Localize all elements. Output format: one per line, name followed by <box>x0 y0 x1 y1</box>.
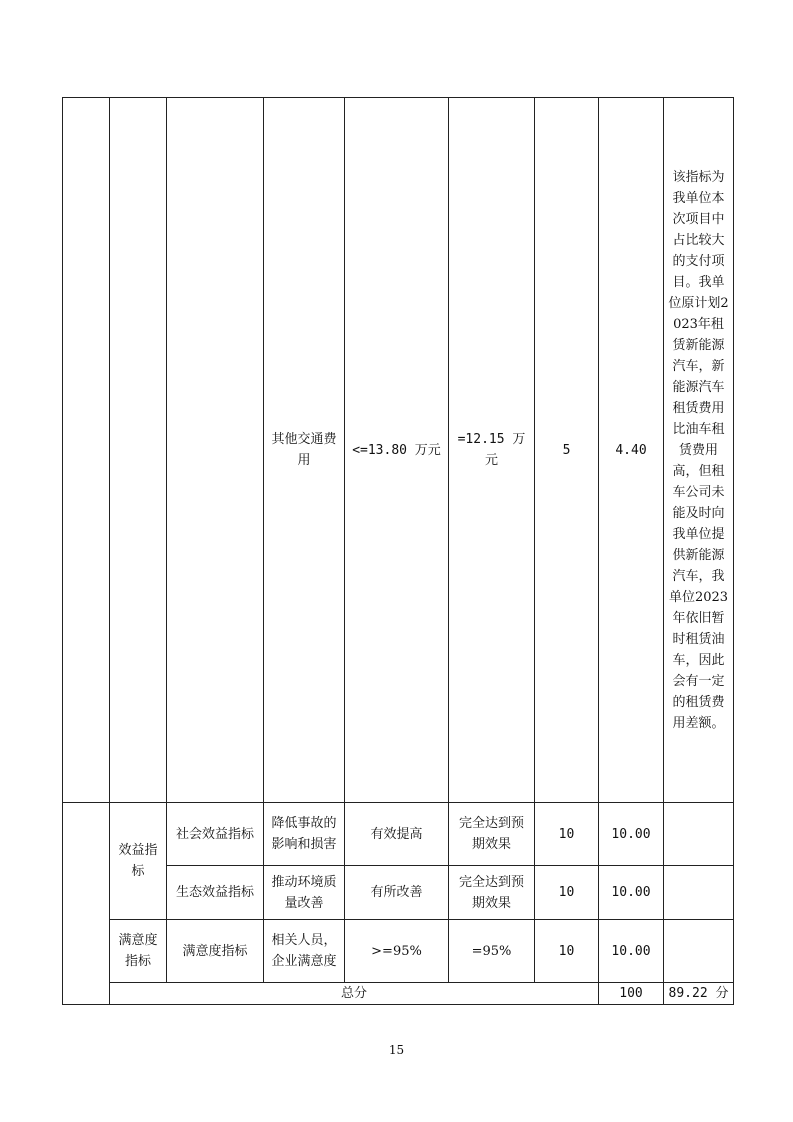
table-row-total <box>63 983 734 1005</box>
weight-cell: 10 <box>535 920 599 983</box>
table-row-traffic <box>63 98 734 803</box>
total-label: 总分 <box>110 983 599 1005</box>
actual-cell: =12.15 万元 <box>449 98 535 803</box>
second-level-cell <box>110 98 167 803</box>
target-cell: <=13.80 万元 <box>345 98 449 803</box>
page-number: 15 <box>388 1043 405 1057</box>
first-level-cell <box>63 98 110 803</box>
score-cell: 10.00 <box>599 920 664 983</box>
score-cell: 4.40 <box>599 98 664 803</box>
table-row-social <box>63 803 734 866</box>
note-cell <box>664 803 734 866</box>
weight-cell: 10 <box>535 803 599 866</box>
table-row-satisfaction <box>63 920 734 983</box>
actual-cell: 完全达到预期效果 <box>449 803 535 866</box>
target-cell: >=95% <box>345 920 449 983</box>
indicator-cell: 推动环境质量改善 <box>264 866 345 920</box>
note-cell <box>664 866 734 920</box>
indicator-cell: 降低事故的影响和损害 <box>264 803 345 866</box>
weight-cell: 10 <box>535 866 599 920</box>
subcategory-cell: 社会效益指标 <box>167 803 264 866</box>
category-cell-satisfaction: 满意度指标 <box>110 920 167 983</box>
subcategory-cell: 满意度指标 <box>167 920 264 983</box>
actual-cell: =95% <box>449 920 535 983</box>
indicator-cell: 相关人员，企业满意度 <box>264 920 345 983</box>
indicator-cell: 其他交通费用 <box>264 98 345 803</box>
target-cell: 有所改善 <box>345 866 449 920</box>
note-cell: 该指标为我单位本次项目中占比较大的支付项目。我单位原计划2023年租赁新能源汽车，新能源汽车租赁费用比油车租赁费用高，但租车公司未能及时向我单位提供新能源汽车，我单位2023年依旧暂时租赁油车，因此会有一定的租赁费用差额。 <box>664 98 734 803</box>
note-cell <box>664 920 734 983</box>
first-level-cell <box>63 803 110 1005</box>
actual-cell: 完全达到预期效果 <box>449 866 535 920</box>
total-weight: 100 <box>599 983 664 1005</box>
score-cell: 10.00 <box>599 803 664 866</box>
total-score: 89.22 分 <box>664 983 734 1005</box>
category-cell-benefit: 效益指标 <box>110 803 167 920</box>
performance-table <box>62 97 734 1005</box>
subcategory-cell: 生态效益指标 <box>167 866 264 920</box>
target-cell: 有效提高 <box>345 803 449 866</box>
third-level-cell <box>167 98 264 803</box>
score-cell: 10.00 <box>599 866 664 920</box>
weight-cell: 5 <box>535 98 599 803</box>
